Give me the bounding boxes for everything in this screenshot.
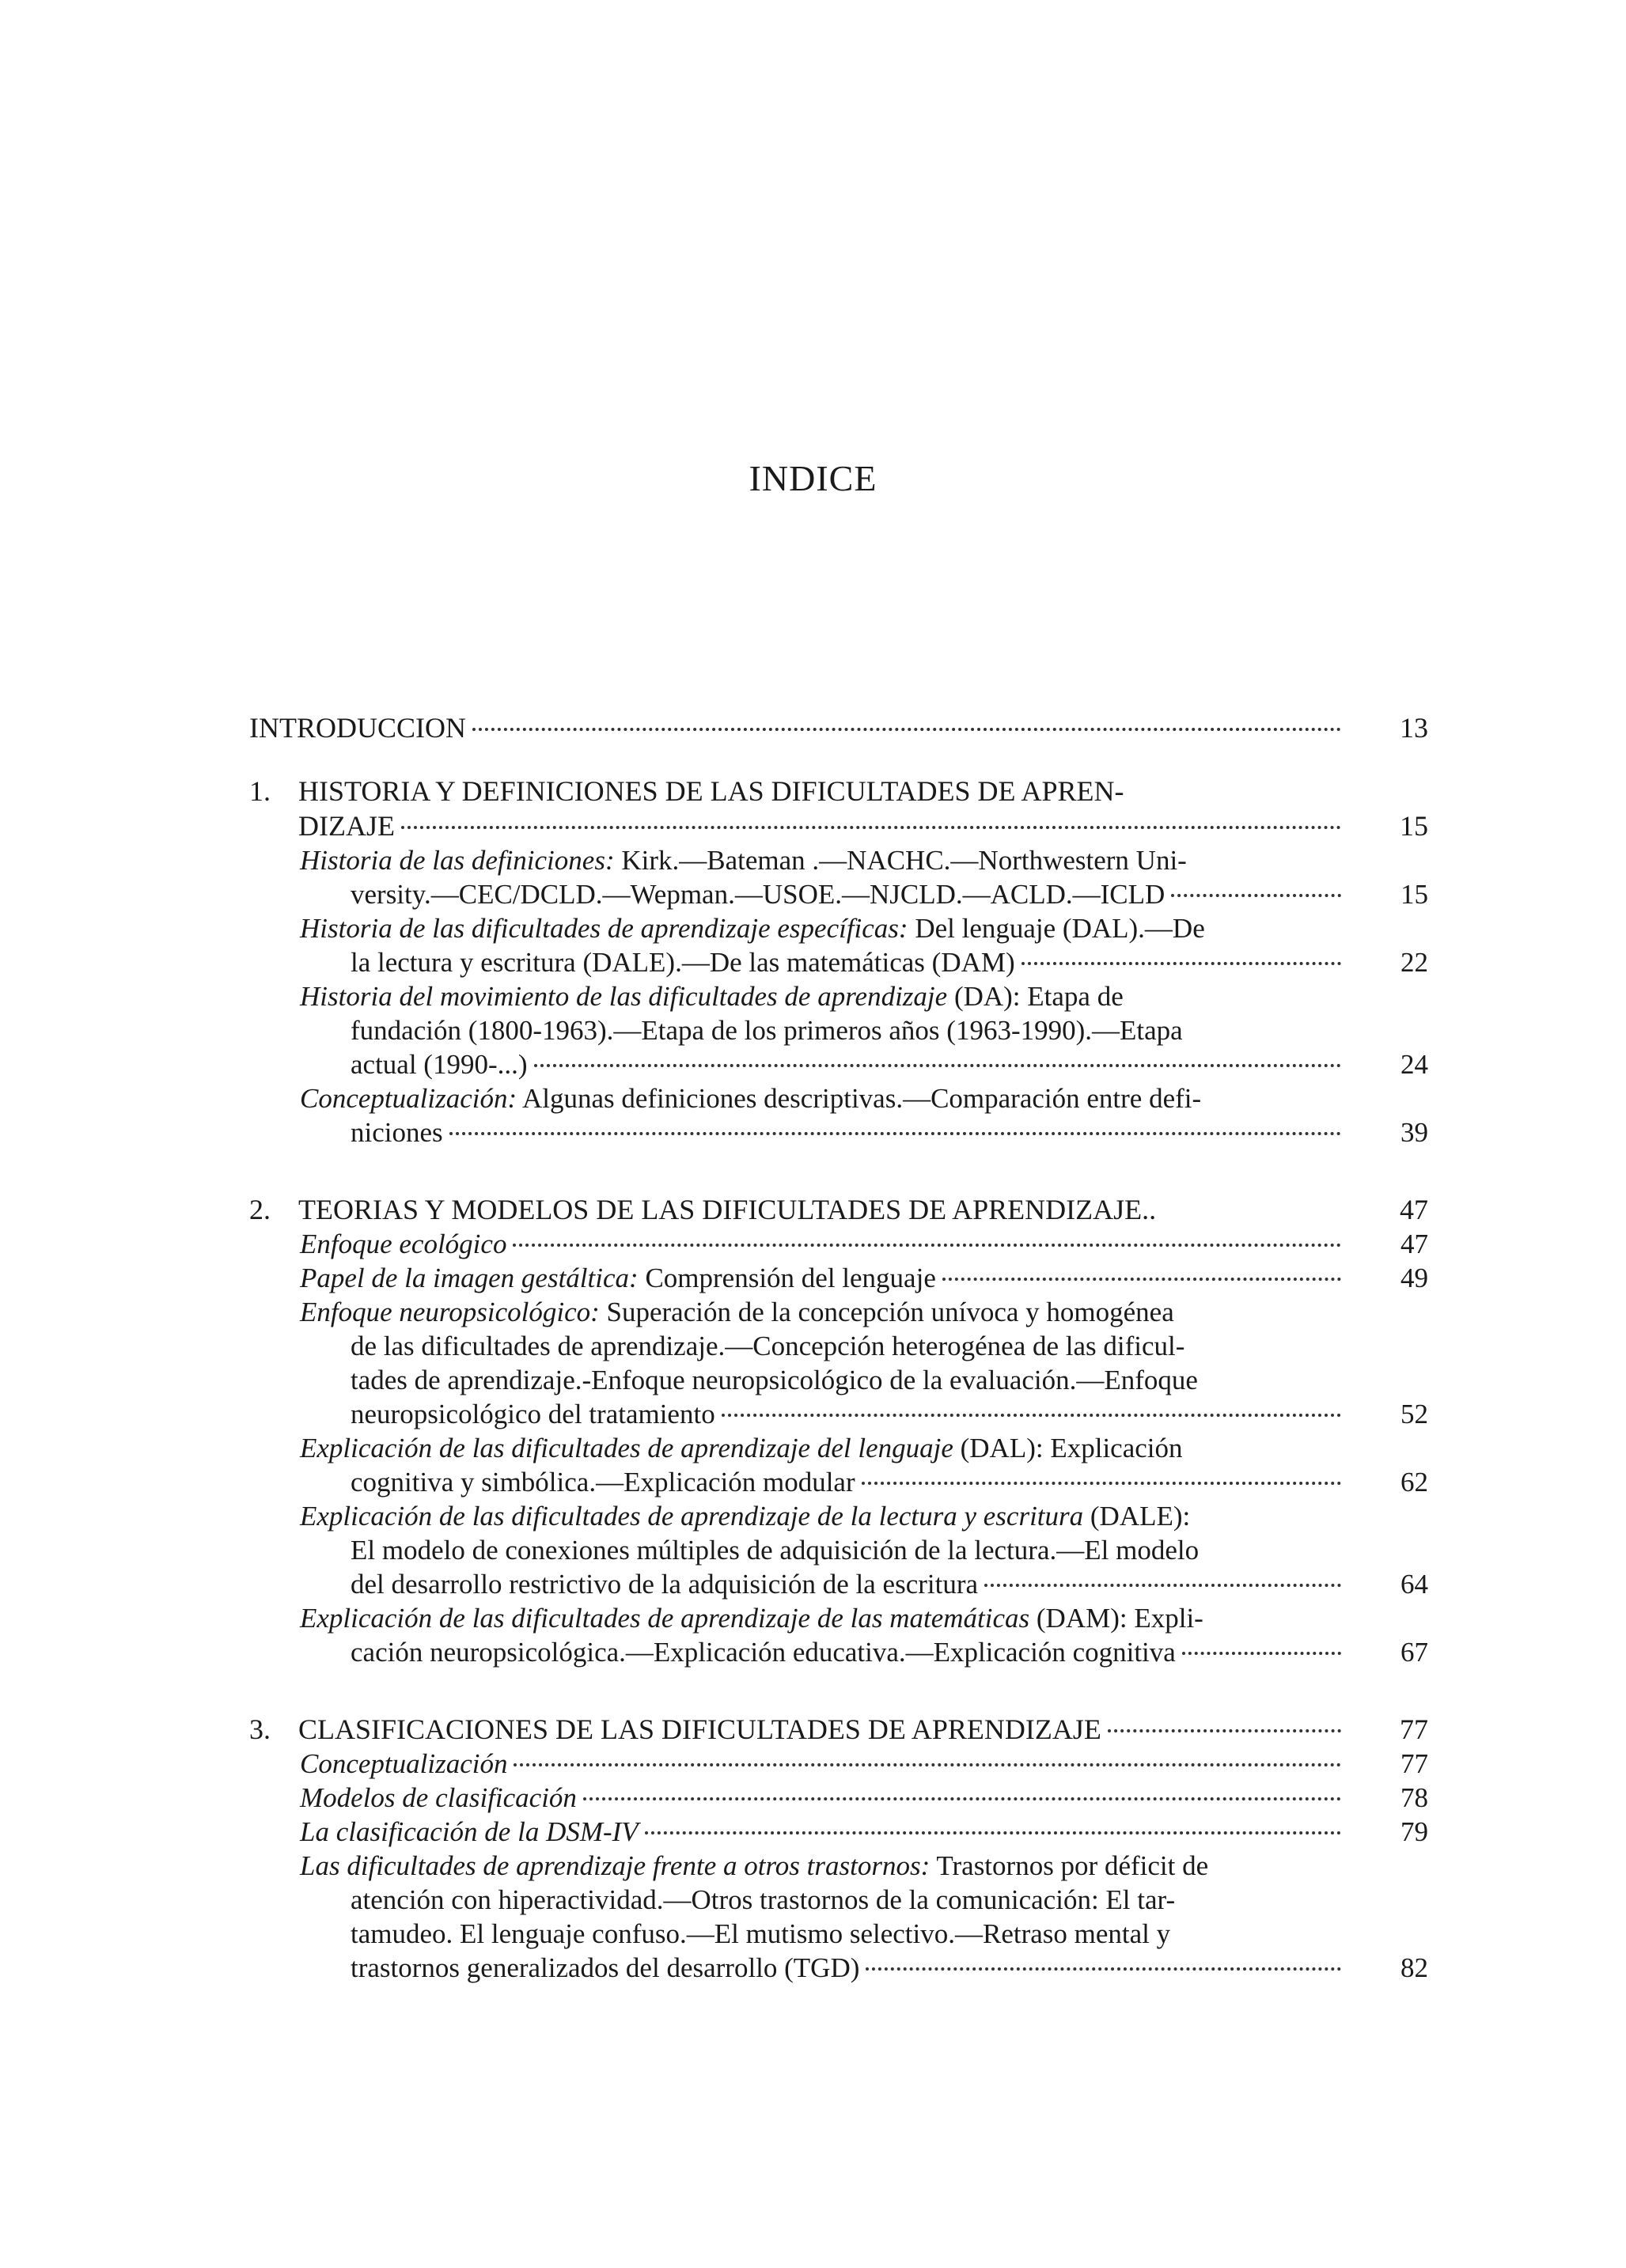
page-number: 64 xyxy=(1400,1569,1428,1600)
subentry-italic-title: Historia de las dificultades de aprendizaje específicas: xyxy=(300,913,908,944)
page-number: 79 xyxy=(1400,1816,1428,1847)
page-number: 24 xyxy=(1400,1049,1428,1080)
leader-dots xyxy=(1171,894,1341,897)
subentry-text: cognitiva y simbólica.—Explicación modular xyxy=(351,1467,855,1497)
chapter-title-line: DIZAJE xyxy=(298,810,395,842)
page-number: 62 xyxy=(1400,1467,1428,1497)
subentry-text: cación neuropsicológica.—Explicación educativa.—Explicación cognitiva xyxy=(351,1637,1176,1668)
page-number: 15 xyxy=(1400,879,1428,910)
chapter-number: 3. xyxy=(249,1713,271,1745)
subentry-text: niciones xyxy=(351,1117,443,1148)
subentry-text: Comprensión del lenguaje xyxy=(638,1263,936,1293)
subentry-italic-title: Conceptualización: xyxy=(300,1083,517,1114)
chapter-heading xyxy=(249,1712,1428,1747)
subentry-text: atención con hiperactividad.—Otros trastornos de la comunicación: El tar- xyxy=(351,1884,1176,1915)
chapter-number: 2. xyxy=(249,1194,271,1225)
leader-dots xyxy=(401,826,1341,829)
toc-subentry xyxy=(249,1261,1428,1295)
chapter-heading xyxy=(249,774,1428,843)
leader-dots xyxy=(722,1414,1341,1417)
subentry-text: (DAM): Expli- xyxy=(1029,1603,1203,1634)
subentry-text: trastornos generalizados del desarrollo (TGD) xyxy=(351,1952,860,1983)
subentry-italic-title: Modelos de clasificación xyxy=(300,1782,577,1813)
leader-dots xyxy=(472,728,1341,731)
page-number: 22 xyxy=(1400,947,1428,978)
subentry-italic-title: Conceptualización xyxy=(300,1748,508,1779)
subentry-text: Trastornos por déficit de xyxy=(930,1850,1209,1881)
page-number: 78 xyxy=(1400,1782,1428,1813)
page-number: 49 xyxy=(1400,1263,1428,1293)
subentry-text: El modelo de conexiones múltiples de adquisición de la lectura.—El modelo xyxy=(351,1535,1200,1566)
page-number: 13 xyxy=(1400,712,1428,744)
subentry-text: Superación de la concepción unívoca y homogénea xyxy=(599,1297,1174,1327)
subentry-text: tades de aprendizaje.-Enfoque neuropsicológico de la evaluación.—Enfoque xyxy=(351,1365,1198,1395)
subentry-text: de las dificultades de aprendizaje.—Concepción heterogénea de las dificul- xyxy=(351,1331,1185,1361)
subentry-text: neuropsicológico del tratamiento xyxy=(351,1399,715,1429)
page-number: 52 xyxy=(1400,1399,1428,1429)
subentry-italic-title: Las dificultades de aprendizaje frente a otros trastornos: xyxy=(300,1850,930,1881)
subentry-text: tamudeo. El lenguaje confuso.—El mutismo selectivo.—Retraso mental y xyxy=(351,1918,1171,1949)
toc-subentry xyxy=(249,979,1428,1081)
subentry-italic-title: La clasificación de la DSM-IV xyxy=(300,1816,639,1847)
leader-dots xyxy=(513,1244,1341,1247)
page-number: 77 xyxy=(1400,1748,1428,1779)
leader-dots xyxy=(866,1967,1341,1971)
toc-subentry xyxy=(249,1601,1428,1669)
subentry-italic-title: Explicación de las dificultades de aprendizaje de las matemáticas xyxy=(300,1603,1030,1634)
leader-dots xyxy=(942,1278,1341,1281)
page-number: 39 xyxy=(1400,1117,1428,1148)
subentry-italic-title: Explicación de las dificultades de aprendizaje del lenguaje xyxy=(300,1433,953,1463)
toc-subentry xyxy=(249,1081,1428,1149)
subentry-text: Del lenguaje (DAL).—De xyxy=(908,913,1205,944)
chapter-number: 1. xyxy=(249,775,271,807)
subentry-text: (DALE): xyxy=(1083,1501,1191,1532)
subentry-text: actual (1990-...) xyxy=(351,1049,528,1080)
subentry-italic-title: Historia del movimiento de las dificultades de aprendizaje xyxy=(300,981,948,1012)
page-number: 67 xyxy=(1400,1637,1428,1668)
subentry-italic-title: Papel de la imagen gestáltica: xyxy=(300,1263,639,1293)
leader-dots xyxy=(449,1132,1341,1135)
chapter-title-line: HISTORIA Y DEFINICIONES DE LAS DIFICULTADES DE APREN- xyxy=(298,775,1124,807)
leader-dots xyxy=(984,1584,1341,1587)
subentry-text: la lectura y escritura (DALE).—De las matemáticas (DAM) xyxy=(351,947,1015,978)
leader-dots xyxy=(583,1797,1341,1800)
subentry-text: (DAL): Explicación xyxy=(953,1433,1183,1463)
subentry-text: del desarrollo restrictivo de la adquisición de la escritura xyxy=(351,1569,979,1600)
page-number: 77 xyxy=(1400,1713,1428,1745)
toc-subentry xyxy=(249,1431,1428,1499)
leader-dots xyxy=(1021,962,1341,965)
leader-dots xyxy=(514,1763,1341,1766)
leader-dots xyxy=(1182,1652,1341,1655)
toc-entry-label: INTRODUCCION xyxy=(249,712,466,744)
subentry-text: Algunas definiciones descriptivas.—Comparación entre defi- xyxy=(517,1083,1202,1114)
toc-subentry xyxy=(249,1815,1428,1849)
page-title: INDICE xyxy=(749,458,877,498)
toc-subentry xyxy=(249,843,1428,911)
subentry-text: Kirk.—Bateman .—NACHC.—Northwestern Uni- xyxy=(614,845,1187,876)
chapter-2 xyxy=(249,1192,1428,1669)
toc-subentry xyxy=(249,1499,1428,1601)
leader-dots xyxy=(645,1831,1341,1834)
toc-subentry xyxy=(249,1781,1428,1815)
table-of-contents xyxy=(249,710,1428,1985)
subentry-italic-title: Enfoque ecológico xyxy=(300,1229,507,1259)
subentry-italic-title: Explicación de las dificultades de aprendizaje de la lectura y escritura xyxy=(300,1501,1084,1532)
chapter-1 xyxy=(249,774,1428,1149)
leader-dots xyxy=(534,1064,1341,1067)
leader-dots xyxy=(1108,1729,1341,1732)
subentry-text: fundación (1800-1963).—Etapa de los primeros años (1963-1990).—Etapa xyxy=(351,1015,1183,1046)
chapter-heading xyxy=(249,1192,1428,1227)
chapter-3 xyxy=(249,1712,1428,1985)
chapter-title-line: CLASIFICACIONES DE LAS DIFICULTADES DE APRENDIZAJE xyxy=(298,1713,1101,1745)
toc-subentry xyxy=(249,1747,1428,1781)
chapter-title-line: TEORIAS Y MODELOS DE LAS DIFICULTADES DE APRENDIZAJE.. xyxy=(298,1194,1157,1225)
page-number: 82 xyxy=(1400,1952,1428,1983)
toc-subentry xyxy=(249,1849,1428,1985)
toc-subentry xyxy=(249,1295,1428,1431)
subentry-text: (DA): Etapa de xyxy=(947,981,1124,1012)
subentry-italic-title: Enfoque neuropsicológico: xyxy=(300,1297,600,1327)
page-number: 47 xyxy=(1400,1194,1428,1225)
toc-entry-introduction xyxy=(249,710,1428,745)
page-number: 47 xyxy=(1400,1229,1428,1259)
leader-dots xyxy=(862,1482,1341,1485)
subentry-italic-title: Historia de las definiciones: xyxy=(300,845,615,876)
toc-subentry xyxy=(249,1227,1428,1261)
toc-subentry xyxy=(249,911,1428,979)
page-number: 15 xyxy=(1400,810,1428,842)
subentry-text: versity.—CEC/DCLD.—Wepman.—USOE.—NJCLD.—ACLD.—ICLD xyxy=(351,879,1165,910)
